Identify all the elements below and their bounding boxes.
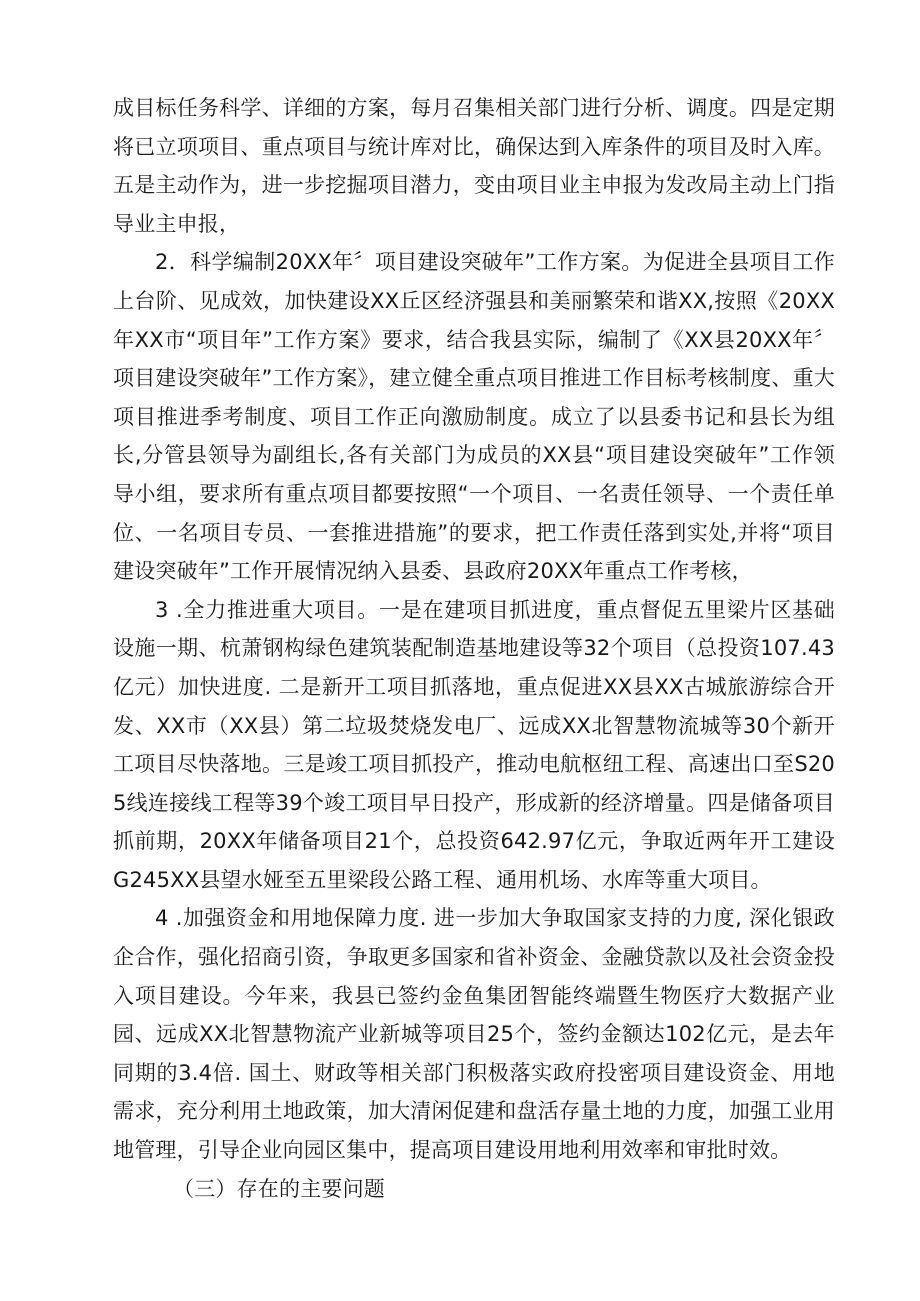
section-heading: （三）存在的主要问题 <box>173 1176 385 1201</box>
paragraph-item-3: 3 .全力推进重大项目。一是在建项目抓进度，重点督促五里梁片区基础设施一期、杭萧钢构绿色建筑装配制造基地建设等32个项目（总投资107.43亿元）加快进度. 二是新开工项目抓落地，重点促进XX县XX古城旅游综合开发、XX市（XX县）第二垃圾焚烧发电厂、远成XX北智慧物流城等30个新开工项目尽快落地。三是竣工项目抓投产，推动电航枢纽工程、高速出口至S205线连接线工程等39个竣工项目早日投产，形成新的经济增量。四是储备项目抓前期，20XX年储备项目21个，总投资642.97亿元，争取近两年开工建设G245XX县望水娅至五里梁段公路工程、通用机场、水库等重大项目。 <box>113 597 835 892</box>
paragraph-continuation: 成目标任务科学、详细的方案，每月召集相关部门进行分析、调度。四是定期将已立项项目、重点项目与统计库对比，确保达到入库条件的项目及时入库。五是主动作为，进一步挖掘项目潜力，变由项目业主申报为发改局主动上门指导业主申报， <box>113 96 835 236</box>
paragraph-item-4: 4 .加强资金和用地保障力度. 进一步加大争取国家支持的力度, 深化银政企合作，强化招商引资，争取更多国家和省补资金、金融贷款以及社会资金投入项目建设。今年来，我县已签约金鱼集团智能终端暨生物医疗大数据产业园、远成XX北智慧物流产业新城等项目25个，签约金额达102亿元，是去年同期的3.4倍. 国土、财政等相关部门积极落实政府投密项目建设资金、用地需求，充分利用土地政策，加大清闲促建和盘活存量土地的力度，加强工业用地管理，引导企业向园区集中，提高项目建设用地利用效率和审批时效。 <box>113 906 835 1163</box>
paragraph-item-2: 2．科学编制20XX年〞项目建设突破年”工作方案。为促进全县项目工作上台阶、见成效，加快建设XX丘区经济强县和美丽繁荣和谐XX,按照《20XX年XX市“项目年”工作方案》要求，结合我县实际，编制了《XX县20XX年〞项目建设突破年”工作方案》，建立健全重点项目推进工作目标考核制度、重大项目推进季考制度、项目工作正向激励制度。成立了以县委书记和县长为组长,分管县领导为副组长,各有关部门为成员的XX县“项目建设突破年”工作领导小组，要求所有重点项目都要按照“一个项目、一名责任领导、一个责任单位、一名项目专员、一套推进措施”的要求，把工作责任落到实处,并将“项目建设突破年”工作开展情况纳入县委、县政府20XX年重点工作考核， <box>113 250 835 584</box>
document-body <box>113 89 835 1208</box>
